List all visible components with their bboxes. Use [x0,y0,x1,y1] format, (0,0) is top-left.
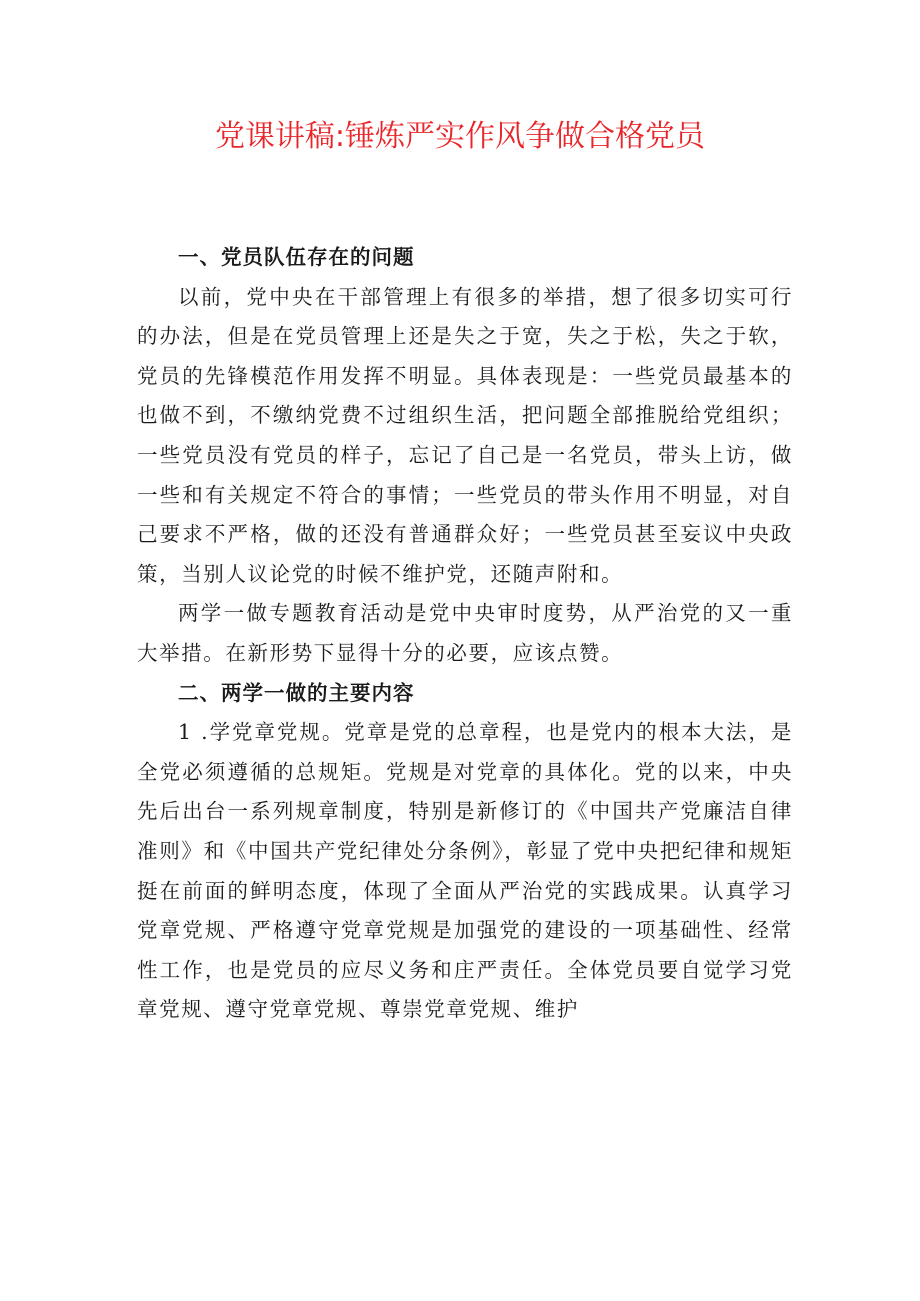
section-heading-1: 一、党员队伍存在的问题 [178,245,415,269]
document-body [137,238,793,1030]
section-2-paragraph-1: 1 .学党章党规。党章是党的总章程，也是党内的根本大法，是全党必须遵循的总规矩。党规是对党章的具体化。党的以来，中央先后出台一系列规章制度，特别是新修订的《中国共产党廉洁自律准则》和《中国共产党纪律处分条例》，彰显了党中央把纪律和规矩挺在前面的鲜明态度，体现了全面从严治党的实践成果。认真学习党章党规、严格遵守党章党规是加强党的建设的一项基础性、经常性工作，也是党员的应尽义务和庄严责任。全体党员要自觉学习党章党规、遵守党章党规、尊崇党章党规、维护 [137,720,793,1022]
section-1-paragraph-1: 以前，党中央在干部管理上有很多的举措，想了很多切实可行的办法，但是在党员管理上还是失之于宽，失之于松，失之于软，党员的先锋模范作用发挥不明显。具体表现是：一些党员最基本的也做不到，不缴纳党费不过组织生活，把问题全部推脱给党组织；一些党员没有党员的样子，忘记了自己是一名党员，带头上访，做一些和有关规定不符合的事情；一些党员的带头作用不明显，对自己要求不严格，做的还没有普通群众好；一些党员甚至妄议中央政策，当别人议论党的时候不维护党，还随声附和。 [137,284,793,586]
section-1-paragraph-2: 两学一做专题教育活动是党中央审时度势，从严治党的又一重大举措。在新形势下显得十分的必要，应该点赞。 [137,601,793,665]
section-heading-2: 二、两学一做的主要内容 [178,680,415,705]
document-title: 党课讲稿:锤炼严实作风争做合格党员 [214,119,706,154]
